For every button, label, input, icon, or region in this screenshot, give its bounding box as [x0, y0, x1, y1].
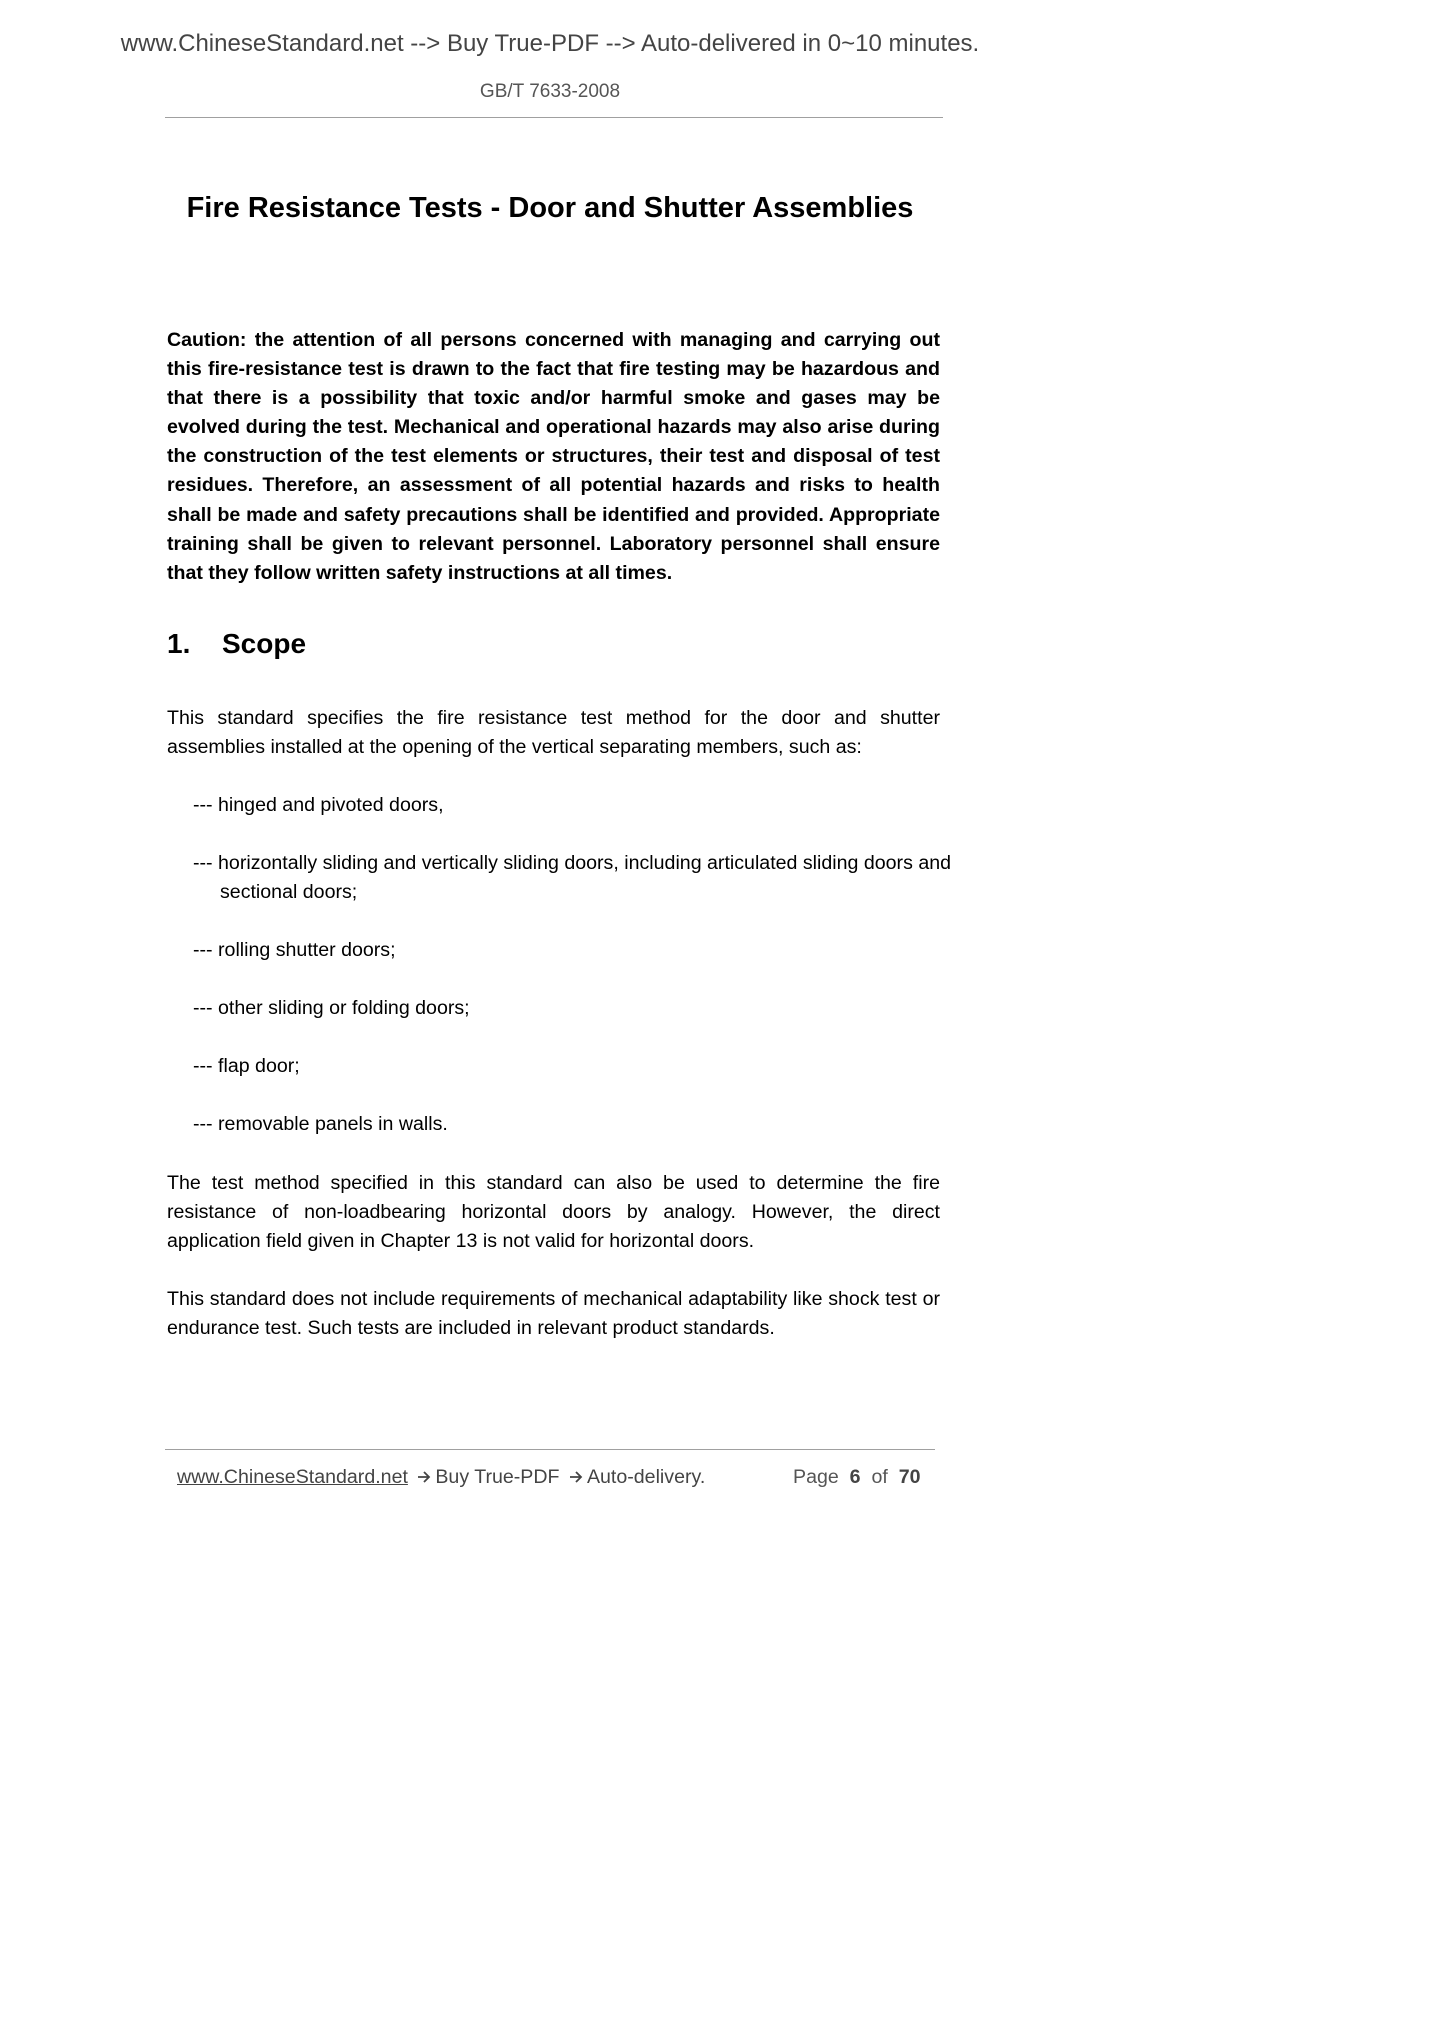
header-divider — [165, 117, 943, 118]
top-banner: www.ChineseStandard.net --> Buy True-PDF --> Auto-delivered in 0~10 minutes. — [120, 30, 980, 57]
arrow-right-icon — [417, 1470, 431, 1484]
document-number: GB/T 7633-2008 — [479, 81, 621, 102]
page-total: 70 — [898, 1466, 921, 1488]
footer-divider — [165, 1449, 935, 1450]
section-title: Scope — [222, 628, 307, 659]
section-number: 1. — [167, 628, 191, 659]
footer-promo — [177, 1466, 705, 1489]
document-title: Fire Resistance Tests - Door and Shutter Assemblies — [186, 192, 914, 224]
caution-paragraph: Caution: the attention of all persons concerned with managing and carrying out this fire-resistance test is drawn to the fact that fire testing may be hazardous and that there is a possibility that toxic and/or harmful smoke and gases may be evolved during the test. Mechanical and operational hazards may also arise during the construction of the test elements or structures, their test and disposal of test residues. Therefore, an assessment of all potential hazards and risks to health shall be made and safety precautions shall be identified and provided. Appropriate training shall be given to relevant personnel. Laboratory personnel shall ensure that they follow written safety instructions at all times. — [167, 329, 940, 584]
list-item: --- hinged and pivoted doors, — [193, 794, 444, 816]
list-item: --- removable panels in walls. — [193, 1113, 448, 1135]
list-item: --- horizontally sliding and vertically sliding doors, including articulated sliding doors and sectional doors; — [193, 852, 952, 904]
page-label: Page — [793, 1466, 839, 1488]
scope-intro-paragraph: This standard specifies the fire resistance test method for the door and shutter assemblies installed at the opening of the vertical separating members, such as: — [167, 707, 940, 759]
page-current: 6 — [849, 1466, 861, 1488]
arrow-right-icon — [569, 1470, 583, 1484]
section-heading — [167, 628, 306, 660]
footer-site-link[interactable]: www.ChineseStandard.net — [177, 1466, 408, 1488]
exclusions-paragraph: This standard does not include requirements of mechanical adaptability like shock test or endurance test. Such tests are included in relevant product standards. — [167, 1288, 940, 1340]
list-item: --- rolling shutter doors; — [193, 939, 396, 961]
list-item: --- other sliding or folding doors; — [193, 997, 470, 1019]
footer-delivery-text: Auto-delivery. — [586, 1466, 706, 1488]
list-item: --- flap door; — [193, 1055, 300, 1077]
page-of-label: of — [871, 1466, 888, 1488]
footer-buy-text: Buy True-PDF — [435, 1466, 560, 1488]
page-indicator — [793, 1466, 920, 1489]
horizontal-doors-paragraph: The test method specified in this standard can also be used to determine the fire resistance of non-loadbearing horizontal doors by analogy. However, the direct application field given in Chapter 13 is not valid for horizontal doors. — [167, 1172, 940, 1253]
